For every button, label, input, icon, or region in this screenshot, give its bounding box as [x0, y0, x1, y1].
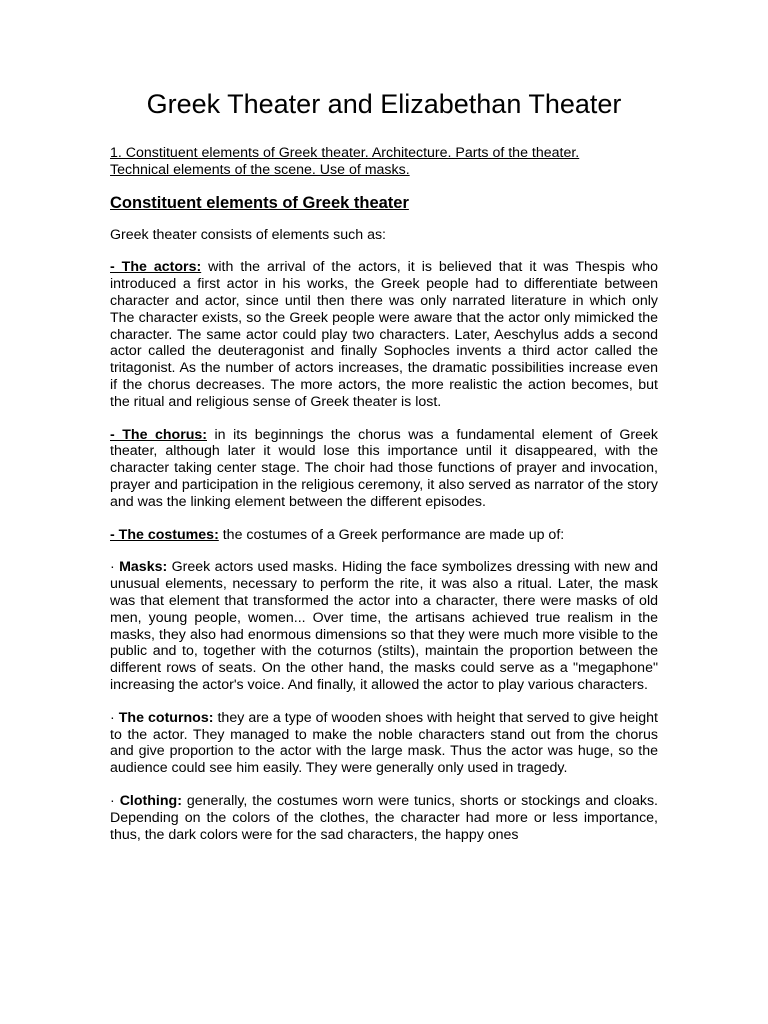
bullet-marker: ·	[110, 559, 120, 576]
term-masks: Masks:	[119, 559, 168, 576]
paragraph-chorus-text: in its beginnings the chorus was a fundamental element of Greek theater, although later it would lose this importance until it disappeared, with the character taking center stage. The choir had those functions of prayer and invocation, prayer and participation in the religious ceremony, it also served as narrator of the story and was the linking element between the different episodes.	[110, 426, 658, 510]
paragraph-chorus	[110, 427, 658, 511]
term-costumes: - The costumes:	[110, 526, 219, 543]
bullet-coturnos	[110, 710, 658, 777]
term-actors: - The actors:	[110, 259, 202, 276]
bullet-coturnos-text: they are a type of wooden shoes with height that served to give height to the actor. They managed to make the noble characters stand out from the chorus and give proportion to the actor with the large mask. Thus the actor was huge, so the audience could see him easily. They were generally only used in tragedy.	[110, 709, 659, 777]
paragraph-actors	[110, 259, 658, 410]
bullet-masks-text: Greek actors used masks. Hiding the face symbolizes dressing with new and unusual elements, necessary to perform the rite, it was also a ritual. Later, the mask was that element that transformed the actor into a character, there were masks of old men, young people, women... Over time, the artisans achieved true realism in the masks, they also had enormous dimensions so that they were much more visible to the public and to, together with the coturnos (stilts), maintain the proportion between the different rows of seats. On the other hand, the masks could serve as a "megaphone" increasing the actor's voice. And finally, it allowed the actor to play various characters.	[110, 559, 658, 693]
paragraph-costumes-text: the costumes of a Greek performance are made up of:	[218, 526, 565, 543]
bullet-marker: ·	[110, 792, 120, 809]
paragraph-costumes	[110, 527, 658, 544]
bullet-clothing	[110, 793, 658, 843]
subtitle-line-2: Technical elements of the scene. Use of masks.	[110, 161, 410, 178]
document-title: Greek Theater and Elizabethan Theater	[146, 89, 622, 119]
term-chorus: - The chorus:	[110, 426, 208, 443]
section-heading: Constituent elements of Greek theater	[110, 193, 409, 212]
term-coturnos: The coturnos:	[118, 709, 214, 726]
document-subtitle	[110, 145, 658, 179]
bullet-clothing-text: generally, the costumes worn were tunics, shorts or stockings and cloaks. Depending on the colors of the clothes, the character had more or less importance, thus, the dark colors were for the sad characters, the happy ones	[110, 792, 659, 843]
subtitle-line-1: 1. Constituent elements of Greek theater. Architecture. Parts of the theater.	[110, 145, 580, 161]
intro-paragraph: Greek theater consists of elements such as:	[110, 226, 386, 243]
bullet-marker: ·	[110, 709, 119, 726]
bullet-masks	[110, 559, 658, 693]
term-clothing: Clothing:	[119, 792, 182, 809]
paragraph-actors-text: with the arrival of the actors, it is believed that it was Thespis who introduced a first actor in his works, the Greek people had to differentiate between character and actor, since until then there was only narrated literature in which only The character exists, so the Greek people were aware that the actor only mimicked the character. The same actor could play two characters. Later, Aeschylus adds a second actor called the deuteragonist and finally Sophocles invents a third actor called the tritagonist. As the number of actors increases, the dramatic possibilities increase even if the chorus decreases. The more actors, the more realistic the action becomes, but the ritual and religious sense of Greek theater is lost.	[110, 259, 658, 410]
